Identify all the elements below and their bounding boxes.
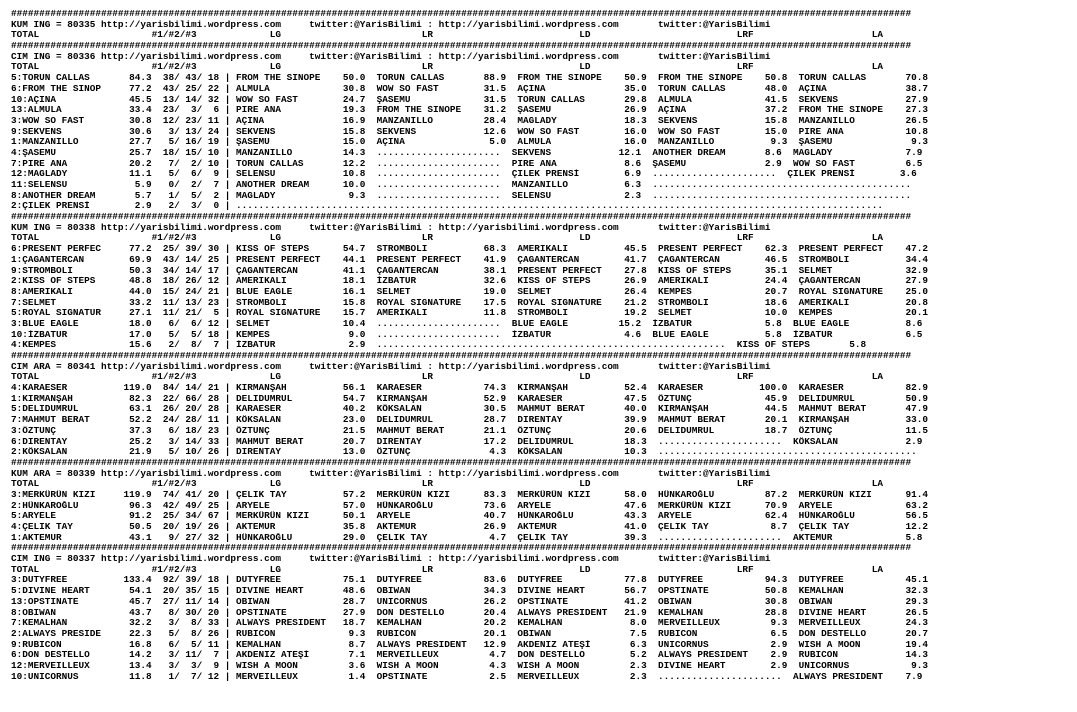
table-row: 8:AMERIKALI 44.0 15/ 24/ 21 | BLUE EAGLE 16.1 SELMET 19.0 SELMET 26.4 KEMPES 20.7 ROYAL SIGNATURE 25.0	[11, 286, 929, 297]
table-row: 8:ANOTHER DREAM 5.7 1/ 5/ 2 | MAGLADY 9.3 ...................... SELENSU 2.3 ..............................................	[11, 190, 912, 201]
table-row: 7:KEMALHAN 32.2 3/ 8/ 33 | ALWAYS PRESIDENT 18.7 KEMALHAN 20.2 KEMALHAN 8.0 MERVEILLEUX 9.3 MERVEILLEUX 24.3	[11, 618, 929, 629]
table-row: 2:HÜNKAROĞLU 96.3 42/ 49/ 25 | ARYELE 57.0 HÜNKAROĞLU 73.6 ARYELE 47.6 MERKÜRÜN KIZI 70.9 ARYELE 63.2	[11, 500, 929, 511]
column-header: TOTAL #1/#2/#3 LG LR LD LRF LA	[11, 564, 884, 575]
column-header: TOTAL #1/#2/#3 LG LR LD LRF LA	[11, 62, 884, 73]
race-header: CIM ARA = 80341 http://yarisbilimi.wordpress.com twitter:@YarisBilimi : http://yarisbilimi.wordpress.com twitter:@YarisBilimi	[11, 361, 771, 372]
table-row: 10:AÇINA 45.5 13/ 14/ 32 | WOW SO FAST 24.7 ŞASEMU 31.5 TORUN CALLAS 29.8 ALMULA 41.5 SEKVENS 27.9	[11, 94, 929, 105]
table-row: 4:ÇELIK TAY 50.5 20/ 19/ 26 | AKTEMUR 35.8 AKTEMUR 26.9 AKTEMUR 41.0 ÇELIK TAY 8.7 ÇELIK TAY 12.2	[11, 522, 929, 532]
column-header: TOTAL #1/#2/#3 LG LR LD LRF LA	[11, 479, 884, 490]
race-header: CIM ING = 80336 http://yarisbilimi.wordpress.com twitter:@YarisBilimi : http://yarisbilimi.wordpress.com twitter:@YarisBilimi	[11, 51, 771, 62]
table-row: 8:OBIWAN 43.7 8/ 30/ 20 | OPSTINATE 27.9 DON DESTELLO 20.4 ALWAYS PRESIDENT 21.9 KEMALHAN 28.8 DIVINE HEART 26.5	[11, 607, 929, 618]
table-row: 5:ARYELE 91.2 25/ 34/ 67 | MERKÜRÜN KIZI 50.1 ARYELE 40.7 HÜNKAROĞLU 43.3 ARYELE 62.4 HÜNKAROĞLU 56.5	[11, 511, 929, 522]
table-row: 5:DIVINE HEART 54.1 20/ 35/ 15 | DIVINE HEART 48.6 OBIWAN 34.3 DIVINE HEART 56.7 OPSTINATE 50.8 KEMALHAN 32.3	[11, 586, 929, 597]
separator-line: ################################################################################################################################################################	[11, 457, 912, 468]
table-row: 7:SELMET 33.2 11/ 13/ 23 | STROMBOLI 15.8 ROYAL SIGNATURE 17.5 ROYAL SIGNATURE 21.2 STROMBOLI 18.6 AMERIKALI 20.8	[11, 297, 929, 308]
table-row: 13:ALMULA 33.4 23/ 3/ 6 | PIRE ANA 19.3 FROM THE SINOPE 31.2 ŞASEMU 26.9 AÇINA 37.2 FROM THE SINOPE 27.3	[11, 105, 929, 116]
table-row: 6:DIRENTAY 25.2 3/ 14/ 33 | MAHMUT BERAT 20.7 DIRENTAY 17.2 DELIDUMRUL 18.3 ...................... KÖKSALAN 2.9	[11, 436, 923, 447]
table-row: 6:PRESENT PERFEC 77.2 25/ 39/ 30 | KISS OF STEPS 54.7 STROMBOLI 68.3 AMERIKALI 45.5 PRESENT PERFECT 62.3 PRESENT PERFECT 47.2	[11, 244, 929, 255]
separator-line: ################################################################################################################################################################	[11, 9, 912, 19]
table-row: 4:KARAESER 119.0 84/ 14/ 21 | KIRMANŞAH 56.1 KARAESER 74.3 KIRMANŞAH 52.4 KARAESER 100.0 KARAESER 82.9	[11, 383, 929, 394]
race-header: CIM ING = 80337 http://yarisbilimi.wordpress.com twitter:@YarisBilimi : http://yarisbilimi.wordpress.com twitter:@YarisBilimi	[11, 554, 771, 565]
table-row: 3:BLUE EAGLE 18.0 6/ 6/ 12 | SELMET 10.4 ...................... BLUE EAGLE 15.2 İZBATUR 5.8 BLUE EAGLE 8.6	[11, 318, 923, 329]
table-row: 3:DUTYFREE 133.4 92/ 39/ 18 | DUTYFREE 75.1 DUTYFREE 83.6 DUTYFREE 77.8 DUTYFREE 94.3 DUTYFREE 45.1	[11, 575, 929, 586]
table-row: 3:ÖZTUNÇ 37.3 6/ 18/ 23 | ÖZTUNÇ 21.5 MAHMUT BERAT 21.1 ÖZTUNÇ 20.6 DELIDUMRUL 18.7 ÖZTUNÇ 11.5	[11, 425, 929, 436]
table-row: 12:MERVEILLEUX 13.4 3/ 3/ 9 | WISH A MOON 3.6 WISH A MOON 4.3 WISH A MOON 2.3 DIVINE HEART 2.9 UNICORNUS 9.3	[11, 660, 929, 671]
table-row: 1:AKTEMUR 43.1 9/ 27/ 32 | HÜNKAROĞLU 29.0 ÇELIK TAY 4.7 ÇELIK TAY 39.3 ...................... AKTEMUR 5.8	[11, 532, 923, 543]
table-row: 2:KÖKSALAN 21.9 5/ 10/ 26 | DIRENTAY 13.0 ÖZTUNÇ 4.3 KÖKSALAN 10.3 ..............................................	[11, 447, 917, 458]
table-row: 2:ÇILEK PRENSİ 2.9 2/ 3/ 0 | ...................................................................................................................	[11, 201, 884, 212]
column-header: TOTAL #1/#2/#3 LG LR LD LRF LA	[11, 372, 884, 383]
table-row: 7:PIRE ANA 20.2 7/ 2/ 10 | TORUN CALLAS 12.2 ...................... PIRE ANA 8.6 ŞASEMU 2.9 WOW SO FAST 6.5	[11, 158, 923, 169]
separator-line: ################################################################################################################################################################	[11, 212, 912, 223]
table-row: 1:ÇAGANTERCAN 69.9 43/ 14/ 25 | PRESENT PERFECT 44.1 PRESENT PERFECT 41.9 ÇAGANTERCAN 41.7 ÇAGANTERCAN 46.5 STROMBOLI 34.4	[11, 254, 929, 265]
table-row: 9:STROMBOLI 50.3 34/ 14/ 17 | ÇAGANTERCAN 41.1 ÇAGANTERCAN 38.1 PRESENT PERFECT 27.8 KISS OF STEPS 35.1 SELMET 32.9	[11, 265, 929, 276]
table-row: 5:ROYAL SIGNATUR 27.1 11/ 21/ 5 | ROYAL SIGNATURE 15.7 AMERIKALI 11.8 STROMBOLI 19.2 SELMET 10.0 KEMPES 20.1	[11, 308, 929, 319]
table-row: 3:MERKÜRÜN KIZI 119.9 74/ 41/ 20 | ÇELIK TAY 57.2 MERKÜRÜN KIZI 83.3 MERKÜRÜN KIZI 58.0 HÜNKAROĞLU 87.2 MERKÜRÜN KIZI 91.4	[11, 489, 929, 500]
separator-line: ################################################################################################################################################################	[11, 351, 912, 361]
table-row: 13:OPSTINATE 45.7 27/ 11/ 14 | OBIWAN 28.7 UNICORNUS 26.2 OPSTINATE 41.2 OBIWAN 30.8 OBIWAN 29.3	[11, 596, 929, 607]
column-header: TOTAL #1/#2/#3 LG LR LD LRF LA	[11, 30, 884, 41]
table-row: 5:DELIDUMRUL 63.1 26/ 20/ 28 | KARAESER 40.2 KÖKSALAN 30.5 MAHMUT BERAT 40.0 KIRMANŞAH 44.5 MAHMUT BERAT 47.9	[11, 404, 929, 415]
document-lines	[11, 9, 1077, 682]
table-row: 12:MAGLADY 11.1 5/ 6/ 9 | SELENSU 10.8 ...................... ÇILEK PRENSİ 6.9 ...................... ÇILEK PRENSİ 3.6	[11, 169, 917, 180]
column-header: TOTAL #1/#2/#3 LG LR LD LRF LA	[11, 233, 884, 244]
table-row: 4:KEMPES 15.6 2/ 8/ 7 | İZBATUR 2.9 .............................................................. KISS OF STEPS 5.8	[11, 340, 867, 351]
table-row: 1:MANZANILLO 27.7 5/ 16/ 19 | ŞASEMU 15.0 AÇINA 5.0 ALMULA 16.0 MANZANILLO 9.3 ŞASEMU 9.3	[11, 137, 929, 148]
table-row: 6:DON DESTELLO 14.2 3/ 11/ 7 | AKDENIZ ATEŞİ 7.1 MERVEILLEUX 4.7 DON DESTELLO 5.2 ALWAYS PRESIDENT 2.9 RUBICON 14.3	[11, 650, 929, 661]
table-row: 2:ALWAYS PRESIDE 22.3 5/ 8/ 26 | RUBICON 9.3 RUBICON 20.1 OBIWAN 7.5 RUBICON 6.5 DON DESTELLO 20.7	[11, 628, 929, 639]
table-row: 7:MAHMUT BERAT 52.2 24/ 28/ 11 | KÖKSALAN 23.0 DELIDUMRUL 28.7 DIRENTAY 39.9 MAHMUT BERAT 20.1 KIRMANŞAH 33.0	[11, 415, 929, 426]
table-row: 9:SEKVENS 30.6 3/ 13/ 24 | SEKVENS 15.8 SEKVENS 12.6 WOW SO FAST 16.0 WOW SO FAST 15.0 PIRE ANA 10.8	[11, 126, 929, 137]
table-row: 11:SELENSU 5.9 0/ 2/ 7 | ANOTHER DREAM 10.0 ...................... MANZANILLO 6.3 ..............................................	[11, 180, 912, 190]
table-row: 6:FROM THE SINOP 77.2 43/ 25/ 22 | ALMULA 30.8 WOW SO FAST 31.5 AÇINA 35.0 TORUN CALLAS 48.0 AÇINA 38.7	[11, 83, 929, 94]
separator-line: ################################################################################################################################################################	[11, 41, 912, 52]
race-header: KUM ING = 80338 http://yarisbilimi.wordpress.com twitter:@YarisBilimi : http://yarisbilimi.wordpress.com twitter:@YarisBilimi	[11, 222, 771, 233]
table-row: 10:UNICORNUS 11.8 1/ 7/ 12 | MERVEILLEUX 1.4 OPSTINATE 2.5 MERVEILLEUX 2.3 ...................... ALWAYS PRESIDENT 7.9	[11, 671, 923, 682]
table-row: 1:KIRMANŞAH 82.3 22/ 66/ 28 | DELIDUMRUL 54.7 KIRMANŞAH 52.9 KARAESER 47.5 ÖZTUNÇ 45.9 DELIDUMRUL 50.9	[11, 393, 929, 404]
table-row: 2:KISS OF STEPS 48.8 18/ 26/ 12 | AMERIKALI 18.1 İZBATUR 32.6 KISS OF STEPS 26.9 AMERIKALI 24.4 ÇAGANTERCAN 27.9	[11, 276, 929, 287]
table-row: 5:TORUN CALLAS 84.3 38/ 43/ 18 | FROM THE SINOPE 50.0 TORUN CALLAS 88.9 FROM THE SINOPE 50.9 FROM THE SINOPE 50.8 TORUN CALLAS 70.8	[11, 73, 929, 84]
separator-line: ################################################################################################################################################################	[11, 543, 912, 554]
race-header: KUM ING = 80335 http://yarisbilimi.wordpress.com twitter:@YarisBilimi : http://yarisbilimi.wordpress.com twitter:@YarisBilimi	[11, 19, 771, 30]
race-header: KUM ARA = 80339 http://yarisbilimi.wordpress.com twitter:@YarisBilimi : http://yarisbilimi.wordpress.com twitter:@YarisBilimi	[11, 468, 771, 479]
table-row: 10:İZBATUR 17.0 5/ 5/ 18 | KEMPES 9.0 ...................... İZBATUR 4.6 BLUE EAGLE 5.8 İZBATUR 6.5	[11, 329, 923, 340]
table-row: 3:WOW SO FAST 30.8 12/ 23/ 11 | AÇINA 16.9 MANZANILLO 28.4 MAGLADY 18.3 SEKVENS 15.8 MANZANILLO 26.5	[11, 115, 929, 126]
table-row: 9:RUBICON 16.8 6/ 5/ 11 | KEMALHAN 8.7 ALWAYS PRESIDENT 12.9 AKDENIZ ATEŞİ 6.3 UNICORNUS 2.9 WISH A MOON 19.4	[11, 639, 929, 650]
table-row: 4:ŞASEMU 25.7 18/ 15/ 10 | MANZANILLO 14.3 ...................... SEKVENS 12.1 ANOTHER DREAM 8.6 MAGLADY 7.9	[11, 147, 923, 158]
